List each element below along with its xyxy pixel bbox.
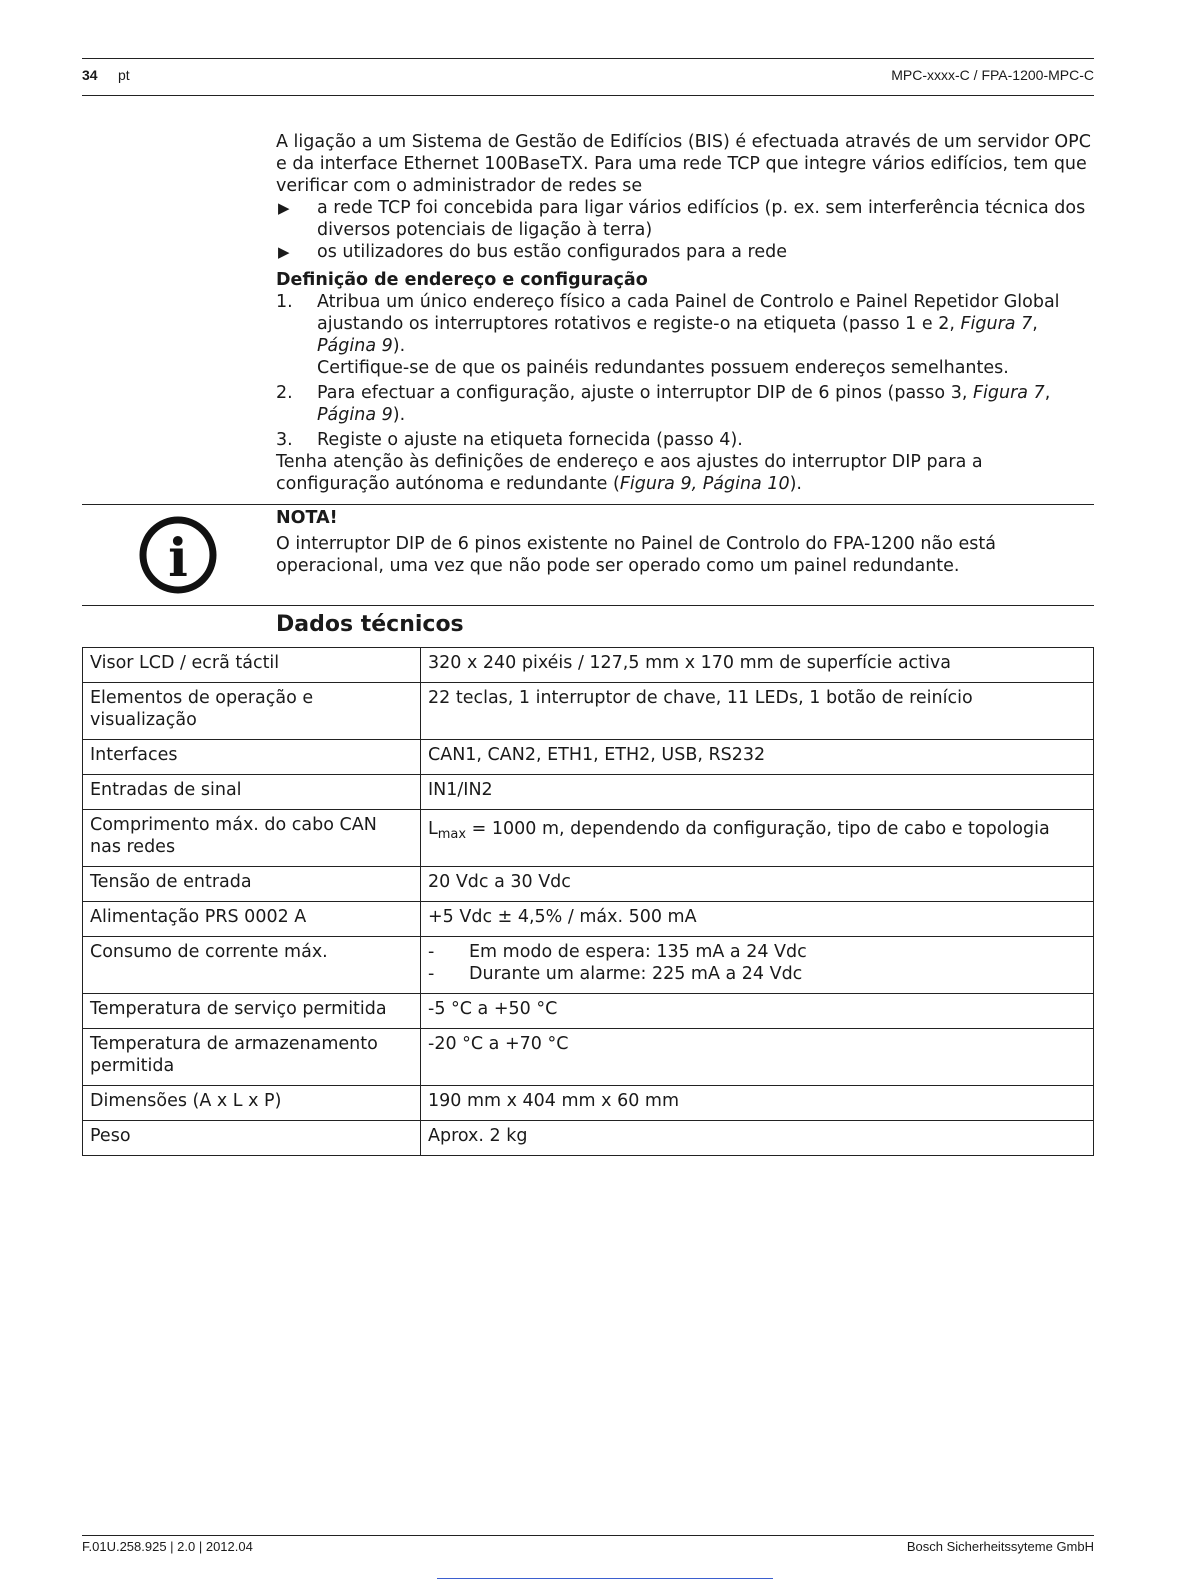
company-name: Bosch Sicherheitssyteme GmbH [906, 1539, 1094, 1554]
table-row [83, 775, 1094, 810]
spec-label: Entradas de sinal [83, 775, 421, 810]
list-item-text: Em modo de espera: 135 mA a 24 Vdc [469, 942, 807, 962]
figure-reference: Figura 9, Página 10 [619, 474, 790, 494]
list-item [428, 963, 1086, 985]
figure-reference: Figura 7 [960, 314, 1033, 334]
closing-text: Tenha atenção às definições de endereço e aos ajustes do interruptor DIP para a configuração autónoma e redundante ( [276, 452, 983, 494]
spec-label: Dimensões (A x L x P) [83, 1086, 421, 1121]
spec-value [421, 937, 1094, 994]
step-number: 3. [276, 430, 293, 450]
step-number: 2. [276, 383, 293, 403]
spec-label: Visor LCD / ecrã táctil [83, 648, 421, 683]
table-row [83, 1086, 1094, 1121]
bullet-text: a rede TCP foi concebida para ligar vários edifícios (p. ex. sem interferência técnica dos diversos potenciais de ligação à terra) [317, 198, 1086, 240]
arrow-bullet-icon: ▶ [278, 199, 290, 217]
bullet-item [276, 197, 1098, 241]
page-header [82, 58, 1094, 96]
intro-paragraph: A ligação a um Sistema de Gestão de Edifícios (BIS) é efectuada através de um servidor OPC e da interface Ethernet 100BaseTX. Para uma rede TCP que integre vários edifícios, tem que verificar com o administrador de redes se [276, 132, 1091, 196]
spec-label: Elementos de operação e visualização [83, 683, 421, 740]
page-number: 34 [82, 67, 98, 83]
spec-value: -20 °C a +70 °C [421, 1029, 1094, 1086]
separator: , [1044, 383, 1051, 403]
bullet-item [276, 241, 1098, 263]
bottom-divider [437, 1578, 773, 1579]
step-end: ). [392, 405, 406, 425]
note-text: O interruptor DIP de 6 pinos existente no Painel de Controlo do FPA-1200 não está operacional, uma vez que não pode ser operado como um painel redundante. [276, 534, 996, 576]
page-reference: Página 9 [317, 336, 393, 356]
closing-end: ). [789, 474, 802, 494]
page-footer [82, 1535, 1094, 1554]
value-symbol: L [428, 819, 438, 839]
table-row [83, 937, 1094, 994]
info-glyph: i [168, 528, 188, 589]
table-row [83, 740, 1094, 775]
table-row [83, 1121, 1094, 1156]
dash-marker: - [428, 942, 435, 962]
spec-value: IN1/IN2 [421, 775, 1094, 810]
step-note: Certifique-se de que os painéis redundantes possuem endereços semelhantes. [317, 358, 1009, 378]
document-id: MPC-xxxx-C / FPA-1200-MPC-C [891, 67, 1094, 83]
spec-label: Tensão de entrada [83, 867, 421, 902]
step-text: Para efectuar a configuração, ajuste o interruptor DIP de 6 pinos (passo 3, [317, 383, 973, 403]
table-row [83, 994, 1094, 1029]
step-number: 1. [276, 292, 293, 312]
section-title: Dados técnicos [276, 612, 464, 637]
spec-value: +5 Vdc ± 4,5% / máx. 500 mA [421, 902, 1094, 937]
arrow-bullet-icon: ▶ [278, 243, 290, 261]
spec-value [421, 810, 1094, 867]
step-text: Registe o ajuste na etiqueta fornecida (passo 4). [317, 430, 743, 450]
definition-heading: Definição de endereço e configuração [276, 270, 648, 290]
spec-label: Alimentação PRS 0002 A [83, 902, 421, 937]
table-row [83, 1029, 1094, 1086]
table-row [83, 648, 1094, 683]
spec-label: Interfaces [83, 740, 421, 775]
note-title: NOTA! [276, 508, 338, 528]
spec-value: 320 x 240 pixéis / 127,5 mm x 170 mm de superfície activa [421, 648, 1094, 683]
list-item [428, 941, 1086, 963]
spec-value: CAN1, CAN2, ETH1, ETH2, USB, RS232 [421, 740, 1094, 775]
table-row [83, 902, 1094, 937]
value-text: = 1000 m, dependendo da configuração, tipo de cabo e topologia [466, 819, 1050, 839]
closing-paragraph [276, 451, 1098, 495]
step-text: Atribua um único endereço físico a cada Painel de Controlo e Painel Repetidor Global ajustando os interruptores rotativos e registe-o na etiqueta (passo 1 e 2, [317, 292, 1060, 334]
step-2 [276, 382, 1098, 426]
spec-label: Temperatura de armazenamento permitida [83, 1029, 421, 1086]
spec-value: 22 teclas, 1 interruptor de chave, 11 LEDs, 1 botão de reinício [421, 683, 1094, 740]
spec-value: 20 Vdc a 30 Vdc [421, 867, 1094, 902]
table-row [83, 810, 1094, 867]
note-box [82, 504, 1094, 606]
table-row [83, 867, 1094, 902]
table-row [83, 683, 1094, 740]
value-subscript: max [437, 827, 467, 842]
spec-value: Aprox. 2 kg [421, 1121, 1094, 1156]
spec-value: -5 °C a +50 °C [421, 994, 1094, 1029]
spec-label: Consumo de corrente máx. [83, 937, 421, 994]
spec-label: Comprimento máx. do cabo CAN nas redes [83, 810, 421, 867]
bullet-text: os utilizadores do bus estão configurados para a rede [317, 242, 788, 262]
technical-data-table [82, 647, 1094, 1156]
step-1 [276, 291, 1098, 379]
page-reference: Página 9 [317, 405, 393, 425]
figure-reference: Figura 7 [972, 383, 1045, 403]
dash-marker: - [428, 964, 435, 984]
spec-value: 190 mm x 404 mm x 60 mm [421, 1086, 1094, 1121]
main-content [276, 131, 1098, 495]
separator: , [1032, 314, 1038, 334]
spec-label: Peso [83, 1121, 421, 1156]
step-end: ). [392, 336, 406, 356]
step-3 [276, 429, 1098, 451]
list-item-text: Durante um alarme: 225 mA a 24 Vdc [469, 964, 803, 984]
spec-label: Temperatura de serviço permitida [83, 994, 421, 1029]
language-code: pt [118, 67, 130, 83]
info-icon [138, 515, 218, 595]
document-reference: F.01U.258.925 | 2.0 | 2012.04 [82, 1539, 253, 1554]
